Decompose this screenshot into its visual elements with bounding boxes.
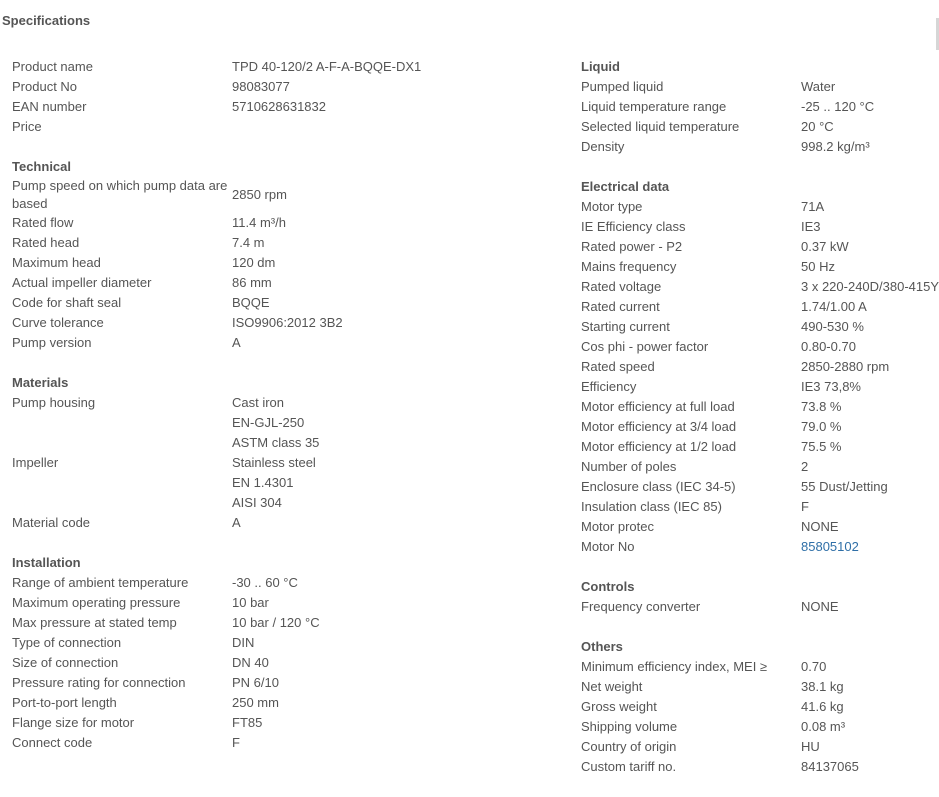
spec-label: Liquid temperature range xyxy=(581,99,727,114)
spec-row-curve-tolerance xyxy=(12,313,421,333)
spec-row-pump-speed xyxy=(12,177,421,213)
spec-row-maximum-head xyxy=(12,253,421,273)
spec-value: A xyxy=(232,515,241,530)
spec-value: 490-530 % xyxy=(801,319,864,334)
spec-value: 86 mm xyxy=(232,275,272,290)
spec-row xyxy=(581,597,939,617)
spec-label: Pump housing xyxy=(12,395,96,410)
spec-label: Motor efficiency at full load xyxy=(581,399,735,414)
section-heading: Others xyxy=(581,639,623,654)
spec-label: EAN number xyxy=(12,99,87,114)
spec-value: 998.2 kg/m³ xyxy=(801,139,870,154)
spec-row xyxy=(581,377,939,397)
spec-label: Maximum operating pressure xyxy=(12,595,181,610)
spec-value-group xyxy=(232,393,319,453)
spec-value: 50 Hz xyxy=(801,259,835,274)
spec-label: Max pressure at stated temp xyxy=(12,615,177,630)
spec-value: 73.8 % xyxy=(801,399,842,414)
spec-row xyxy=(581,337,939,357)
spec-row xyxy=(581,697,939,717)
spec-label: Country of origin xyxy=(581,739,677,754)
spec-value: 2850 rpm xyxy=(232,187,287,202)
spec-row xyxy=(12,673,421,693)
spec-value: TPD 40-120/2 A-F-A-BQQE-DX1 xyxy=(232,59,422,74)
spec-value: 41.6 kg xyxy=(801,699,844,714)
spec-row-rated-flow xyxy=(12,213,421,233)
section-heading: Controls xyxy=(581,579,635,594)
spec-label: IE Efficiency class xyxy=(581,219,686,234)
spec-value: 2850-2880 rpm xyxy=(801,359,890,374)
spec-label: Motor protec xyxy=(581,519,654,534)
spec-label: Size of connection xyxy=(12,655,119,670)
spec-value: 0.80-0.70 xyxy=(801,339,856,354)
spec-label: Enclosure class (IEC 34-5) xyxy=(581,479,736,494)
spec-row xyxy=(581,417,939,437)
spec-row xyxy=(12,633,421,653)
spec-label: Pump version xyxy=(12,335,92,350)
spec-row-shaft-seal xyxy=(12,293,421,313)
spec-value: 250 mm xyxy=(232,695,279,710)
spec-label: Maximum head xyxy=(12,255,101,270)
spec-value: Stainless steel xyxy=(232,455,316,470)
spec-value: 98083077 xyxy=(232,79,290,94)
spec-row xyxy=(581,437,939,457)
spec-row xyxy=(581,117,939,137)
spec-label: Type of connection xyxy=(12,635,122,650)
spec-label: Connect code xyxy=(12,735,93,750)
spec-label: Flange size for motor xyxy=(12,715,135,730)
left-column xyxy=(12,57,421,773)
spec-label: Gross weight xyxy=(581,699,657,714)
spec-value: 1.74/1.00 A xyxy=(801,299,867,314)
spec-row xyxy=(12,593,421,613)
section-electrical-data xyxy=(581,177,939,557)
spec-row-motor-no xyxy=(581,537,939,557)
page-title: Specifications xyxy=(2,13,91,28)
spec-row xyxy=(581,237,939,257)
spec-row-impeller xyxy=(12,453,421,513)
spec-row-ean-number xyxy=(12,97,421,117)
spec-value: Water xyxy=(801,79,836,94)
spec-label: Product No xyxy=(12,79,78,94)
spec-label: Motor type xyxy=(581,199,643,214)
section-liquid xyxy=(581,57,939,157)
spec-value: HU xyxy=(801,739,820,754)
spec-row xyxy=(581,217,939,237)
spec-value: DIN xyxy=(232,635,255,650)
section-general xyxy=(12,57,421,137)
spec-label: Pressure rating for connection xyxy=(12,675,186,690)
spec-label: Motor efficiency at 1/2 load xyxy=(581,439,737,454)
section-technical xyxy=(12,157,421,353)
spec-row xyxy=(581,657,939,677)
motor-no-link[interactable]: 85805102 xyxy=(801,539,859,554)
spec-value: EN-GJL-250 xyxy=(232,415,305,430)
spec-row-pump-version xyxy=(12,333,421,353)
spec-label: Curve tolerance xyxy=(12,315,104,330)
spec-label: Mains frequency xyxy=(581,259,677,274)
spec-label: Motor efficiency at 3/4 load xyxy=(581,419,737,434)
spec-row xyxy=(581,317,939,337)
spec-value: 75.5 % xyxy=(801,439,842,454)
spec-label: Rated speed xyxy=(581,359,655,374)
spec-row xyxy=(581,137,939,157)
spec-label: Material code xyxy=(12,515,91,530)
spec-value: F xyxy=(232,735,240,750)
spec-value: ASTM class 35 xyxy=(232,435,320,450)
spec-row xyxy=(12,733,421,753)
spec-label: Rated current xyxy=(581,299,660,314)
spec-label: Product name xyxy=(12,59,93,74)
section-others xyxy=(581,637,939,777)
spec-label: Minimum efficiency index, MEI ≥ xyxy=(581,659,768,674)
spec-value: FT85 xyxy=(232,715,263,730)
spec-row xyxy=(581,497,939,517)
spec-row xyxy=(12,613,421,633)
spec-label: Selected liquid temperature xyxy=(581,119,740,134)
spec-value: 38.1 kg xyxy=(801,679,844,694)
spec-value: 11.4 m³/h xyxy=(232,215,286,230)
spec-value: IE3 73,8% xyxy=(801,379,861,394)
spec-value: 0.08 m³ xyxy=(801,719,846,734)
spec-row-pump-housing xyxy=(12,393,421,453)
section-heading: Installation xyxy=(12,555,81,570)
spec-label: Cos phi - power factor xyxy=(581,339,709,354)
spec-row xyxy=(581,677,939,697)
spec-value: IE3 xyxy=(801,219,821,234)
spec-value: 20 °C xyxy=(801,119,834,134)
section-installation xyxy=(12,553,421,753)
spec-value: 120 dm xyxy=(232,255,276,270)
spec-row xyxy=(581,277,939,297)
spec-value: 5710628631832 xyxy=(232,99,326,114)
spec-row xyxy=(581,517,939,537)
spec-value: 10 bar xyxy=(232,595,269,610)
spec-row xyxy=(581,97,939,117)
spec-row xyxy=(581,257,939,277)
spec-label: Rated head xyxy=(12,235,80,250)
spec-value: DN 40 xyxy=(232,655,269,670)
spec-row xyxy=(12,713,421,733)
section-heading: Electrical data xyxy=(581,179,670,194)
section-heading: Materials xyxy=(12,375,69,390)
spec-label: Price xyxy=(12,119,42,134)
spec-value: NONE xyxy=(801,599,839,614)
spec-value: Cast iron xyxy=(232,395,285,410)
spec-value: EN 1.4301 xyxy=(232,475,294,490)
spec-value: F xyxy=(801,499,809,514)
spec-row xyxy=(581,397,939,417)
spec-label: Code for shaft seal xyxy=(12,295,122,310)
spec-row-impeller-diameter xyxy=(12,273,421,293)
spec-value: PN 6/10 xyxy=(232,675,279,690)
spec-label: Actual impeller diameter xyxy=(12,275,152,290)
spec-value: 0.37 kW xyxy=(801,239,849,254)
spec-row xyxy=(581,737,939,757)
spec-label: Shipping volume xyxy=(581,719,678,734)
spec-label: Pumped liquid xyxy=(581,79,664,94)
section-heading: Liquid xyxy=(581,59,620,74)
spec-row xyxy=(581,357,939,377)
spec-label: Frequency converter xyxy=(581,599,701,614)
spec-label: Efficiency xyxy=(581,379,637,394)
spec-label: Port-to-port length xyxy=(12,695,117,710)
spec-value: A xyxy=(232,335,241,350)
spec-value: 84137065 xyxy=(801,759,859,774)
spec-value: ISO9906:2012 3B2 xyxy=(232,315,343,330)
spec-value: NONE xyxy=(801,519,839,534)
spec-value-group xyxy=(232,453,316,513)
spec-value: -25 .. 120 °C xyxy=(801,99,875,114)
spec-label: Rated power - P2 xyxy=(581,239,683,254)
spec-row-material-code xyxy=(12,513,421,533)
spec-row xyxy=(581,77,939,97)
spec-value: BQQE xyxy=(232,295,270,310)
spec-row-rated-head xyxy=(12,233,421,253)
spec-row xyxy=(581,717,939,737)
spec-value: 0.70 xyxy=(801,659,827,674)
spec-value: 2 xyxy=(801,459,809,474)
spec-row xyxy=(12,693,421,713)
spec-label: Starting current xyxy=(581,319,670,334)
spec-value: 55 Dust/Jetting xyxy=(801,479,888,494)
spec-row xyxy=(581,757,939,777)
spec-label: Pump speed on which pump data are based xyxy=(12,178,228,211)
spec-label: Number of poles xyxy=(581,459,677,474)
spec-value: 3 x 220-240D/380-415Y xyxy=(801,279,939,294)
spec-label: Net weight xyxy=(581,679,643,694)
spec-row xyxy=(12,573,421,593)
spec-row-product-name xyxy=(12,57,421,77)
spec-row xyxy=(581,477,939,497)
spec-value: 71A xyxy=(801,199,825,214)
spec-value: 7.4 m xyxy=(232,235,265,250)
spec-label: Impeller xyxy=(12,455,59,470)
section-controls xyxy=(581,577,939,617)
spec-value: -30 .. 60 °C xyxy=(232,575,298,590)
section-heading: Technical xyxy=(12,159,72,174)
section-materials xyxy=(12,373,421,533)
spec-row xyxy=(12,653,421,673)
spec-row-product-no xyxy=(12,77,421,97)
spec-value: 10 bar / 120 °C xyxy=(232,615,320,630)
spec-row-price xyxy=(12,117,421,137)
spec-label: Range of ambient temperature xyxy=(12,575,189,590)
spec-label: Motor No xyxy=(581,539,635,554)
spec-label: Custom tariff no. xyxy=(581,759,677,774)
spec-label: Insulation class (IEC 85) xyxy=(581,499,722,514)
spec-row xyxy=(581,297,939,317)
spec-label: Rated flow xyxy=(12,215,74,230)
spec-label: Rated voltage xyxy=(581,279,662,294)
spec-value: 79.0 % xyxy=(801,419,842,434)
spec-label: Density xyxy=(581,139,625,154)
spec-row xyxy=(581,457,939,477)
right-column xyxy=(581,57,939,797)
spec-row xyxy=(581,197,939,217)
spec-value: AISI 304 xyxy=(232,495,282,510)
